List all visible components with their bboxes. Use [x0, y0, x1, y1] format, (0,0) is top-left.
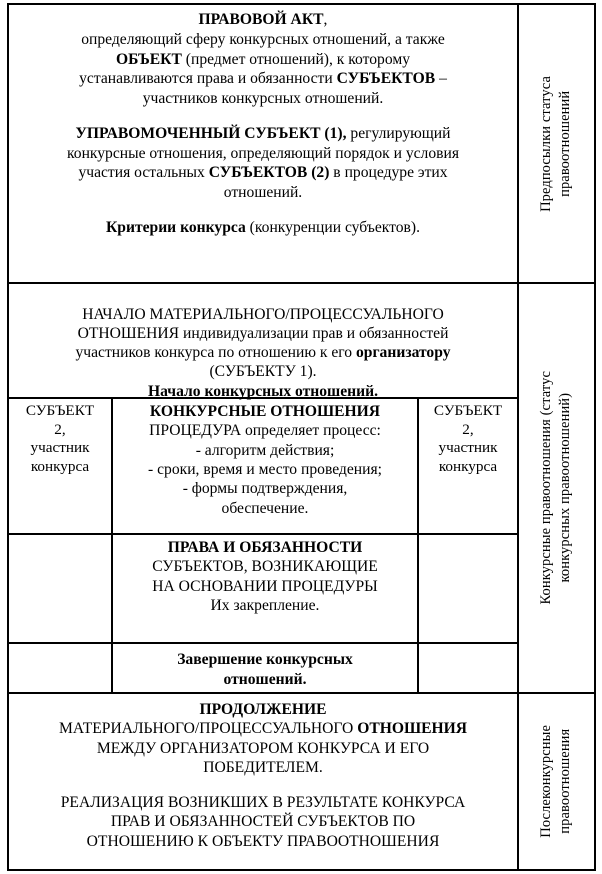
post-spacer-1	[16, 778, 510, 793]
subject2-right-line2: 2,	[462, 420, 474, 438]
post-line6: ПРАВ И ОБЯЗАННОСТЕЙ СУБЪЕКТОВ ПО	[110, 813, 416, 831]
premises-p1-line5: участников конкурсных отношений.	[142, 90, 384, 108]
rights-line-3: Их закрепление.	[210, 596, 320, 614]
subject2-left-cell	[9, 399, 113, 533]
rights-right-spacer-cell	[417, 535, 517, 642]
side-label-competitive	[519, 282, 594, 692]
premises-p2-line3-head: участия остальных	[78, 164, 209, 182]
legal-act-term: ПРАВОВОЙ АКТ	[198, 11, 324, 28]
competitive-row-completion	[9, 642, 517, 692]
competitive-head-line3-head: участников конкурса по отношению к его	[75, 344, 356, 362]
legal-act-comma: ,	[323, 11, 328, 28]
rights-line-2: НА ОСНОВАНИИ ПРОЦЕДУРЫ	[152, 577, 378, 595]
subjects-2-term: СУБЪЕКТОВ (2)	[208, 164, 330, 182]
rights-and-duties-cell	[113, 535, 417, 642]
band-post-competitive	[9, 692, 517, 869]
premises-p2-line2: конкурсные отношения, определяющий порядок и условия	[66, 144, 460, 162]
band-competitive	[9, 282, 517, 692]
organizer-term: организатору	[356, 344, 451, 362]
competitive-header-cell	[9, 284, 517, 400]
competitive-relations-title: КОНКУРСНЫЕ ОТНОШЕНИЯ	[149, 403, 381, 420]
competitive-row-procedure	[9, 399, 517, 533]
subjects-term: СУБЪЕКТОВ	[336, 70, 436, 88]
premises-p1-line4-tail: –	[435, 70, 447, 88]
content-column	[9, 5, 517, 869]
subject2-left-line3: участник	[30, 439, 90, 457]
competitive-row-rights	[9, 533, 517, 642]
premises-p2-line1-tail: регулирующий	[346, 124, 451, 142]
competitive-head-line4: (СУБЪЕКТУ 1).	[209, 363, 317, 381]
post-paragraph-1	[16, 700, 510, 778]
subject2-right-line1: СУБЪЕКТ	[433, 402, 503, 419]
premises-spacer-1	[16, 109, 510, 124]
premises-text-cell	[9, 5, 517, 242]
post-line5: РЕАЛИЗАЦИЯ ВОЗНИКШИХ В РЕЗУЛЬТАТЕ КОНКУРСА	[60, 793, 466, 811]
procedure-line-5: обеспечение.	[221, 499, 309, 517]
side-label-post-text: Послеконкурсные правоотношения	[538, 725, 574, 838]
side-label-competitive-text: Конкурсные правоотношения (статус конкурсных правоотношений)	[538, 371, 574, 605]
post-paragraph-2	[16, 793, 510, 851]
post-line2-head: МАТЕРИАЛЬНОГО/ПРОЦЕССУАЛЬНОГО	[58, 720, 358, 738]
procedure-line-4: - формы подтверждения,	[182, 480, 348, 498]
premises-p1-line3-tail: (предмет отношений), к которому	[181, 50, 410, 68]
authorized-subject-term: УПРАВОМОЧЕННЫЙ СУБЪЕКТ (1),	[75, 124, 347, 142]
object-term: ОБЪЕКТ	[116, 50, 182, 68]
subject2-right-line3: участник	[438, 439, 498, 457]
premises-p2-line3-tail: в процедуре этих	[329, 164, 448, 182]
completion-left-spacer-cell	[9, 644, 113, 692]
post-competitive-text-cell	[9, 694, 517, 855]
procedure-line-1: ПРОЦЕДУРА определяет процесс:	[149, 422, 381, 440]
premises-p1-line4-head: устанавливаются права и обязанности	[79, 70, 337, 88]
procedure-cell	[113, 399, 417, 533]
subject2-left-line2: 2,	[54, 420, 66, 438]
premises-paragraph-2	[16, 124, 510, 203]
completion-cell	[113, 644, 417, 692]
completion-title-line2: отношений.	[223, 670, 307, 688]
rights-left-spacer-cell	[9, 535, 113, 642]
premises-p2-line4: отношений.	[223, 184, 303, 202]
rights-and-duties-title: ПРАВА И ОБЯЗАННОСТИ	[167, 539, 363, 556]
competitive-head-line2-head: ОТНОШЕНИЯ	[77, 324, 180, 342]
diagram-frame	[7, 3, 596, 871]
competitive-head-line1: НАЧАЛО МАТЕРИАЛЬНОГО/ПРОЦЕССУАЛЬНОГО	[82, 305, 444, 323]
rights-line-1: СУБЪЕКТОВ, ВОЗНИКАЮЩИЕ	[152, 558, 378, 576]
premises-paragraph-1	[16, 10, 510, 109]
premises-p3-tail: (конкуренции субъектов).	[245, 218, 421, 236]
premises-spacer-2	[16, 203, 510, 218]
procedure-line-3: - сроки, время и место проведения;	[148, 460, 382, 478]
competitive-header-paragraph	[16, 305, 510, 401]
band-premises	[9, 5, 517, 282]
subject2-left-line1: СУБЪЕКТ	[25, 402, 95, 419]
competitive-head-line2-tail: индивидуализации прав и обязанностей	[179, 324, 449, 342]
premises-paragraph-3	[16, 218, 510, 238]
subject2-right-cell	[417, 399, 517, 533]
subject2-right-line4: конкурса	[438, 458, 498, 476]
completion-title-line1: Завершение конкурсных	[177, 651, 353, 669]
side-label-column	[517, 5, 594, 869]
post-relation-term: ОТНОШЕНИЯ	[357, 720, 468, 738]
post-line7: ОТНОШЕНИЮ К ОБЪЕКТУ ПРАВООТНОШЕНИЯ	[86, 832, 440, 850]
competitive-grid	[9, 397, 517, 692]
competitive-start-label: Начало конкурсных отношений.	[147, 382, 378, 400]
subject2-left-line4: конкурса	[30, 458, 90, 476]
side-label-post	[519, 692, 594, 869]
completion-right-spacer-cell	[417, 644, 517, 692]
premises-p1-line2: определяющий сферу конкурсных отношений, а также	[81, 30, 445, 48]
post-line4: ПОБЕДИТЕЛЕМ.	[203, 759, 323, 777]
side-label-premises-text: Предпосылки статуса правоотношений	[538, 75, 574, 212]
post-line3: МЕЖДУ ОРГАНИЗАТОРОМ КОНКУРСА И ЕГО	[96, 739, 430, 757]
continuation-title: ПРОДОЛЖЕНИЕ	[199, 701, 327, 718]
contest-criteria-term: Критерии конкурса	[105, 218, 246, 236]
completion-text-wrap	[119, 650, 411, 689]
procedure-line-2: - алгоритм действия;	[195, 441, 335, 459]
side-label-premises	[519, 5, 594, 282]
